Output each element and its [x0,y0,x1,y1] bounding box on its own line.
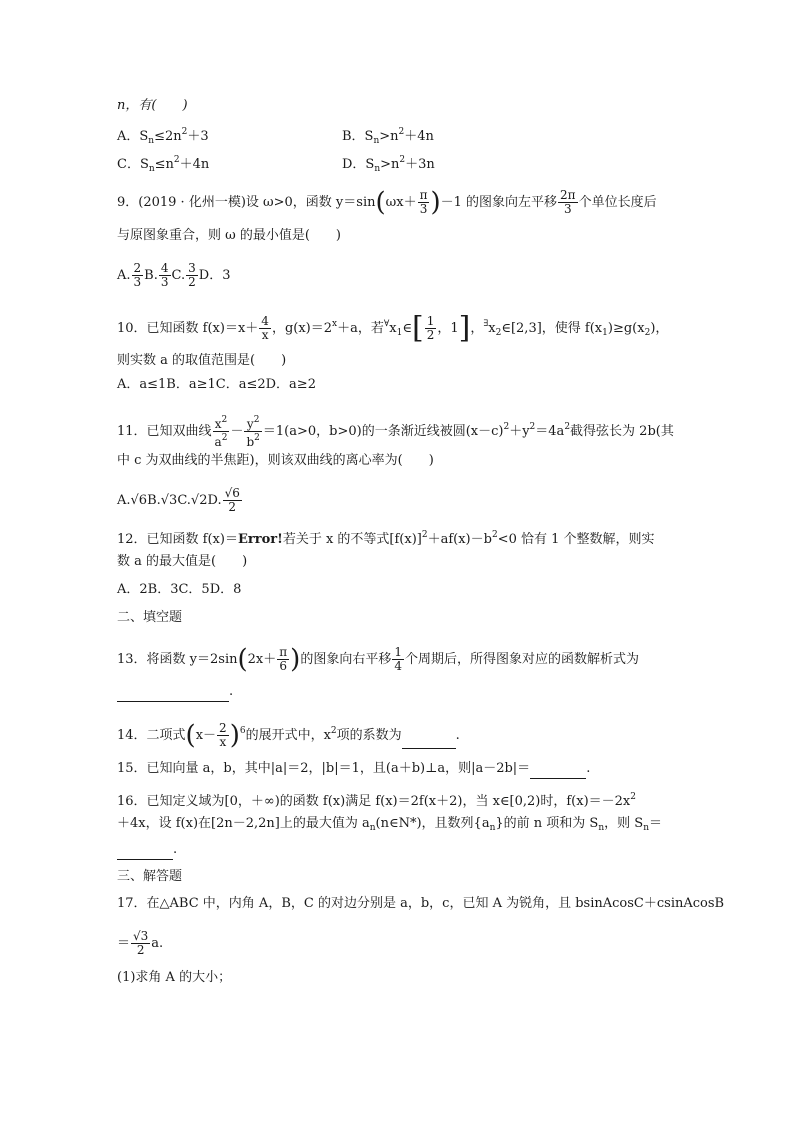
q12-options: A．2B．3C．5D．8 [117,582,242,597]
q12-stem: 12．已知函数 f(x)＝Error!若关于 x 的不等式$[f(x)]^2+af(x)-b^2<0$ 恰有 1 个整数解，则实 [117,530,655,547]
q10-options: A．a≤1B．a≥1C．a≤2D．a≥2 [117,377,316,392]
q13-answer-line: . [117,682,233,702]
q17-stem: 17．在△ABC 中，内角 A，B，C 的对边分别是 a，b，c，已知 A 为锐角，且 bsinAcosC＋csinAcosB [117,896,725,911]
q9-stem: 9．(2019 · 化州一模)设 ω>0，函数 y＝sin(ωx＋ $\frac{\pi}{3}$ )－1 的图象向左平移 $\frac{2\pi}{3}$ 个单位长度后 [117,187,657,218]
q9-options: A. $\frac{2}{3}$ B. $\frac{4}{3}$ C. $\frac{3}{2}$ D．3 [117,261,231,289]
q16-answer-blank[interactable] [117,845,173,860]
q16-stem-line2: ＋4x，设 f(x)在[2n－2,2n]上的最大值为 $a_n(n\in N*)$，且数列$\{a_n\}$的前 n 项和为 $S_n$，则 $S_n=$ [117,816,662,833]
q14-answer-blank[interactable] [402,734,456,749]
q8-option-a: A．$S_n\le 2n^2+3$ [117,127,209,146]
q14-stem: 14．二项式(x－ $\frac{2}{x}$ )$^6$的展开式中，$x^2$项的系数为 . [117,720,460,751]
q10-stem-line2: 则实数 a 的取值范围是( ) [117,353,287,368]
section-fill-in-title: 二、填空题 [117,610,183,625]
q17-part1: (1)求角 A 的大小； [117,970,232,985]
q8-option-b: B．$S_n>n^2+4n$ [342,127,434,146]
q15-stem: 15．已知向量 a，b，其中|a|＝2，|b|＝1，且(a＋b)⊥a，则|a－2b|＝ . [117,759,590,779]
q15-answer-blank[interactable] [530,764,586,779]
q8-option-d: D．$S_n>n^2+3n$ [342,155,435,174]
q17-stem-line2: ＝ $\frac{√3}{2}$ a. [117,929,164,957]
q13-answer-blank[interactable] [117,687,229,702]
q8-stem-tail: n，有( ) [117,98,188,113]
q16-answer-line: . [117,840,177,860]
q16-stem: 16．已知定义域为[0，＋∞)的函数 f(x)满足 f(x)＝2f(x＋2)，当 x∈[0,2)时，$f(x)=-2x^2$ [117,792,636,809]
q11-options: A.√6B.√3C.√2D. $\frac{√6}{2}$ [117,486,240,514]
q11-stem-line2: 中 c 为双曲线的半焦距)，则该双曲线的离心率为( ) [117,453,434,468]
q9-stem-line2: 与原图象重合，则 ω 的最小值是( ) [117,228,342,243]
q8-option-c: C．$S_n\le n^2+4n$ [117,155,210,174]
q11-stem: 11．已知双曲线 $\frac{x^2}{a^2}$ － $\frac{y^2}{b^2}$ ＝1(a>0，b>0)的一条渐近线被圆$(x-c)^2+y^2=4a^2$截得弦长为 2b(其 [117,415,674,449]
section-answer-title: 三、解答题 [117,869,183,884]
q12-stem-line2: 数 a 的最大值是( ) [117,554,248,569]
q10-stem: 10．已知函数 f(x)＝x＋ $\frac{4}{x}$ ，$g(x)=2^x+a$，若$^\forall x_1\in$[ $\frac{1}{2}$ ，1]，$^\exists x_2\in[2,3]$，使得 $f(x_1)\ge g(x_2)$， [117,310,669,346]
q13-stem: 13．将函数 y＝2sin(2x＋ $\frac{\pi}{6}$ )的图象向右平移 $\frac{1}{4}$ 个周期后，所得图象对应的函数解析式为 [117,644,639,675]
